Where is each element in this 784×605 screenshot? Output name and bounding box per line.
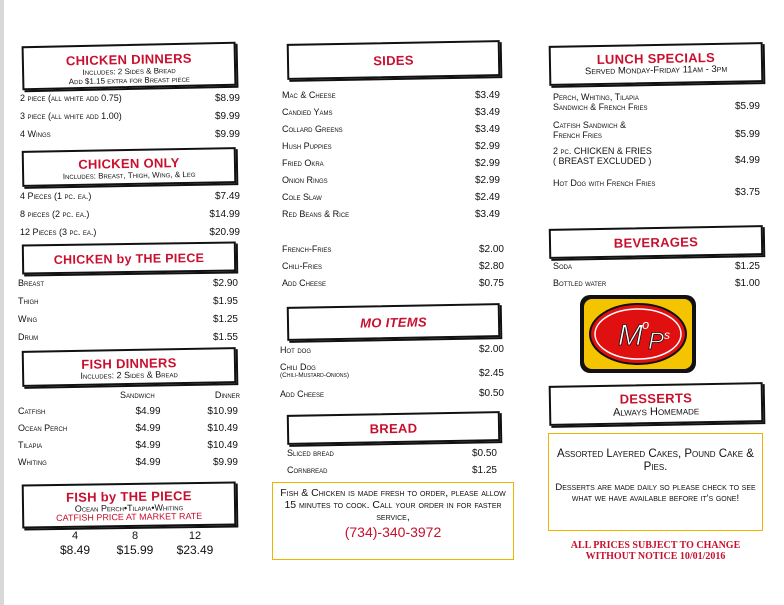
- price-12: $23.49: [176, 543, 214, 557]
- item-name: 8 pieces (2 pc. ea.): [20, 209, 90, 219]
- item-line2: Sandwich & French Fries: [553, 102, 648, 112]
- lunch-item-row: [553, 178, 760, 198]
- desserts-note: Desserts are made daily so please check to see what we have available before it's gone!: [555, 482, 756, 504]
- count-8: 8: [131, 530, 139, 542]
- chicken-piece-title: CHICKEN by THE PIECE: [53, 250, 205, 268]
- item-name: Cole Slaw: [282, 192, 322, 202]
- item-price: $2.90: [212, 278, 238, 289]
- item-line2: French Fries: [553, 130, 602, 140]
- item-line1: 2 pc. CHICKEN & FRIES: [553, 146, 652, 156]
- item-price: $1.55: [212, 332, 238, 343]
- item-price: $3.49: [474, 107, 500, 118]
- lunch-sub: Served Monday-Friday 11am - 3pm: [584, 63, 728, 78]
- fish-piece-prices: [50, 543, 220, 557]
- item-name: Tilapia: [18, 440, 43, 450]
- menu-item-row: [18, 314, 238, 325]
- sandwich-price: $4.99: [135, 406, 161, 417]
- menu-item-row: [553, 278, 760, 289]
- item-price: $5.99: [734, 129, 760, 140]
- item-name: Whiting: [18, 457, 47, 467]
- mo-items-header: [287, 303, 501, 341]
- item-name: Hush Puppies: [282, 141, 332, 151]
- item-name: Add Cheese: [282, 278, 327, 288]
- dinner-price: $10.99: [207, 406, 238, 417]
- item-name: [280, 362, 349, 379]
- logo-letter-o: o: [642, 317, 650, 332]
- item-name: 4 Wings: [20, 129, 51, 139]
- count-4: 4: [71, 530, 79, 542]
- menu-item-row: [282, 192, 500, 203]
- logo-letter-p: P: [648, 328, 665, 355]
- item-name: [553, 146, 652, 166]
- item-name: Bottled water: [553, 278, 607, 288]
- menu-item-row: [20, 93, 240, 104]
- menu-item-row: [282, 158, 500, 169]
- lunch-title: LUNCH SPECIALS: [596, 49, 716, 68]
- fish-dinners-title: FISH DINNERS: [81, 355, 177, 372]
- bread-header: [287, 411, 500, 445]
- item-price: $2.00: [478, 344, 504, 355]
- item-name: Fried Okra: [282, 158, 324, 168]
- item-line1: Hot Dog with French Fries: [553, 178, 656, 188]
- item-price: $2.00: [478, 244, 504, 255]
- item-name: 12 Pieces (3 pc. ea.): [20, 227, 97, 237]
- desserts-header: [549, 382, 764, 426]
- item-name: [553, 178, 655, 198]
- item-price: $1.00: [734, 278, 760, 289]
- desserts-title: DESSERTS: [619, 390, 693, 407]
- menu-item-row: [282, 124, 500, 135]
- dinner-price: $10.49: [207, 440, 238, 451]
- item-name: 4 Pieces (1 pc. ea.): [20, 191, 92, 201]
- count-12: 12: [188, 530, 202, 542]
- mo-item-row: [280, 362, 504, 379]
- item-name: Drum: [18, 332, 39, 342]
- menu-item-row: [18, 278, 238, 289]
- price-4: $8.49: [59, 543, 91, 557]
- menu-item-row: [20, 191, 240, 202]
- logo-letter-s: s: [664, 328, 670, 342]
- desserts-main: Assorted Layered Cakes, Pound Cake & Pies.: [557, 448, 754, 473]
- item-price: $9.99: [214, 111, 240, 122]
- menu-item-row: [553, 261, 760, 272]
- chicken-dinners-title: CHICKEN DINNERS: [65, 50, 192, 69]
- notice-text: Fish & Chicken is made fresh to order, please allow 15 minutes to cook. Call your order in for faster service,: [280, 487, 506, 523]
- item-price: $0.50: [471, 448, 497, 459]
- logo-letter-m: M: [618, 319, 643, 352]
- item-name: Soda: [553, 261, 573, 271]
- item-name: Catfish: [18, 406, 46, 416]
- mo-item-row: [280, 344, 504, 355]
- chicken-piece-header: [22, 242, 236, 275]
- item-name: Mac & Cheese: [282, 90, 336, 100]
- menu-item-row: [18, 296, 238, 307]
- item-price: $3.49: [474, 209, 500, 220]
- fish-piece-counts: [50, 530, 220, 542]
- item-line1: Catfish Sandwich &: [553, 120, 627, 130]
- sandwich-price: $4.99: [135, 457, 161, 468]
- item-price: $2.99: [474, 158, 500, 169]
- item-price: $14.99: [209, 209, 240, 220]
- item-price: $1.25: [734, 261, 760, 272]
- item-price: $2.99: [474, 141, 500, 152]
- item-line2: [553, 188, 655, 198]
- item-name: [280, 345, 311, 355]
- item-price: $20.99: [209, 227, 240, 238]
- item-name: Onion Rings: [282, 175, 328, 185]
- item-name: Chili-Fries: [282, 261, 323, 271]
- fish-dinners-columns: [120, 390, 240, 400]
- item-name: [553, 92, 648, 112]
- notice-phone: (734)-340-3972: [344, 524, 442, 540]
- menu-item-row: [18, 332, 238, 343]
- item-name: Thigh: [18, 296, 39, 306]
- menu-item-row: [20, 129, 240, 140]
- item-price: $2.45: [478, 368, 504, 379]
- menu-item-row: [282, 244, 504, 255]
- notice-box: [272, 482, 514, 560]
- desserts-sub: Always Homemade: [612, 405, 700, 419]
- item-name: 2 piece (all white add 0.75): [20, 93, 122, 103]
- item-name-text: Hot dog: [280, 345, 311, 355]
- beverages-title: BEVERAGES: [613, 234, 699, 251]
- lunch-item-row: [553, 92, 760, 112]
- sandwich-price: $4.99: [135, 440, 161, 451]
- mops-logo: [580, 295, 696, 373]
- item-name: Sliced bread: [287, 448, 334, 458]
- fish-dinner-row: [18, 440, 238, 451]
- menu-item-row: [287, 448, 497, 459]
- lunch-item-row: [553, 120, 760, 140]
- column-dinner: Dinner: [214, 390, 240, 400]
- beverages-header: [549, 225, 763, 259]
- footer-notice: ALL PRICES SUBJECT TO CHANGE WITHOUT NOTICE 10/01/2016: [570, 540, 741, 562]
- item-name-text: Chili Dog: [280, 362, 316, 372]
- bread-title: BREAD: [369, 420, 418, 437]
- item-price: $3.75: [734, 187, 760, 198]
- chicken-only-header: [22, 147, 237, 187]
- item-price: $0.50: [478, 388, 504, 399]
- page-edge: [0, 0, 4, 605]
- fish-piece-note: CATFISH PRICE AT MARKET RATE: [55, 510, 203, 524]
- item-price: $9.99: [214, 129, 240, 140]
- sandwich-price: $4.99: [135, 423, 161, 434]
- fish-dinner-row: [18, 457, 238, 468]
- item-price: $0.75: [478, 278, 504, 289]
- menu-item-row: [282, 107, 500, 118]
- menu-item-row: [282, 209, 500, 220]
- menu-item-row: [282, 261, 504, 272]
- menu-item-row: [282, 141, 500, 152]
- fish-piece-sub: Ocean Perch•Tilapia•Whiting: [74, 502, 184, 514]
- menu-item-row: [20, 227, 240, 238]
- lunch-header: [549, 42, 764, 86]
- item-price: $7.49: [214, 191, 240, 202]
- menu-item-row: [282, 278, 504, 289]
- item-name: [280, 389, 324, 399]
- menu-item-row: [287, 465, 497, 476]
- fish-dinners-header: [22, 347, 237, 387]
- menu-item-row: [282, 90, 500, 101]
- fish-dinner-row: [18, 406, 238, 417]
- sides-header: [287, 40, 501, 80]
- fish-piece-header: [22, 482, 237, 529]
- item-price: $5.99: [734, 101, 760, 112]
- menu-item-row: [282, 175, 500, 186]
- chicken-dinners-sub2: Add $1.15 extra for Breast piece: [68, 74, 190, 87]
- logo-graphic: [580, 295, 696, 373]
- menu-item-row: [20, 111, 240, 122]
- item-name-text: Add Cheese: [280, 389, 325, 399]
- item-name: Wing: [18, 314, 38, 324]
- desserts-box: [548, 433, 763, 531]
- item-name: Candied Yams: [282, 107, 333, 117]
- chicken-dinners-header: [22, 42, 237, 90]
- fish-piece-title: FISH by THE PIECE: [65, 488, 192, 505]
- item-name: Cornbread: [287, 465, 328, 475]
- item-price: $3.49: [474, 124, 500, 135]
- item-line1: Perch, Whiting, Tilapia: [553, 92, 639, 102]
- mo-items-title: MO ITEMS: [360, 314, 427, 331]
- item-name: [553, 120, 626, 140]
- chicken-only-title: CHICKEN ONLY: [78, 155, 180, 172]
- fish-dinners-sub: Includes: 2 Sides & Bread: [80, 369, 178, 381]
- item-name: Breast: [18, 278, 45, 288]
- menu-item-row: [20, 209, 240, 220]
- mo-item-row: [280, 388, 504, 399]
- fish-dinner-row: [18, 423, 238, 434]
- lunch-item-row: [553, 146, 760, 166]
- item-name: Ocean Perch: [18, 423, 68, 433]
- dinner-price: $10.49: [207, 423, 238, 434]
- chicken-only-sub: Includes: Breast, Thigh, Wing, & Leg: [62, 169, 196, 182]
- item-price: $4.99: [734, 155, 760, 166]
- dinner-price: $9.99: [212, 457, 238, 468]
- sides-title: SIDES: [373, 52, 414, 69]
- item-price: $2.99: [474, 175, 500, 186]
- item-price: $3.49: [474, 90, 500, 101]
- chicken-dinners-sub: Includes: 2 Sides & Bread: [82, 66, 176, 77]
- item-price: $1.95: [212, 296, 238, 307]
- item-price: $1.25: [471, 465, 497, 476]
- item-sub: (Chili-Mustard-Onions): [280, 372, 350, 379]
- item-line2: ( BREAST EXCLUDED ): [553, 156, 652, 166]
- item-name: Collard Greens: [282, 124, 343, 134]
- item-price: $1.25: [212, 314, 238, 325]
- item-name: 3 piece (all white add 1.00): [20, 111, 122, 121]
- price-8: $15.99: [116, 543, 154, 557]
- item-price: $2.80: [478, 261, 504, 272]
- item-name: Red Beans & Rice: [282, 209, 350, 219]
- item-price: $2.49: [474, 192, 500, 203]
- item-name: French-Fries: [282, 244, 332, 254]
- column-sandwich: Sandwich: [120, 390, 155, 400]
- item-price: $8.99: [214, 93, 240, 104]
